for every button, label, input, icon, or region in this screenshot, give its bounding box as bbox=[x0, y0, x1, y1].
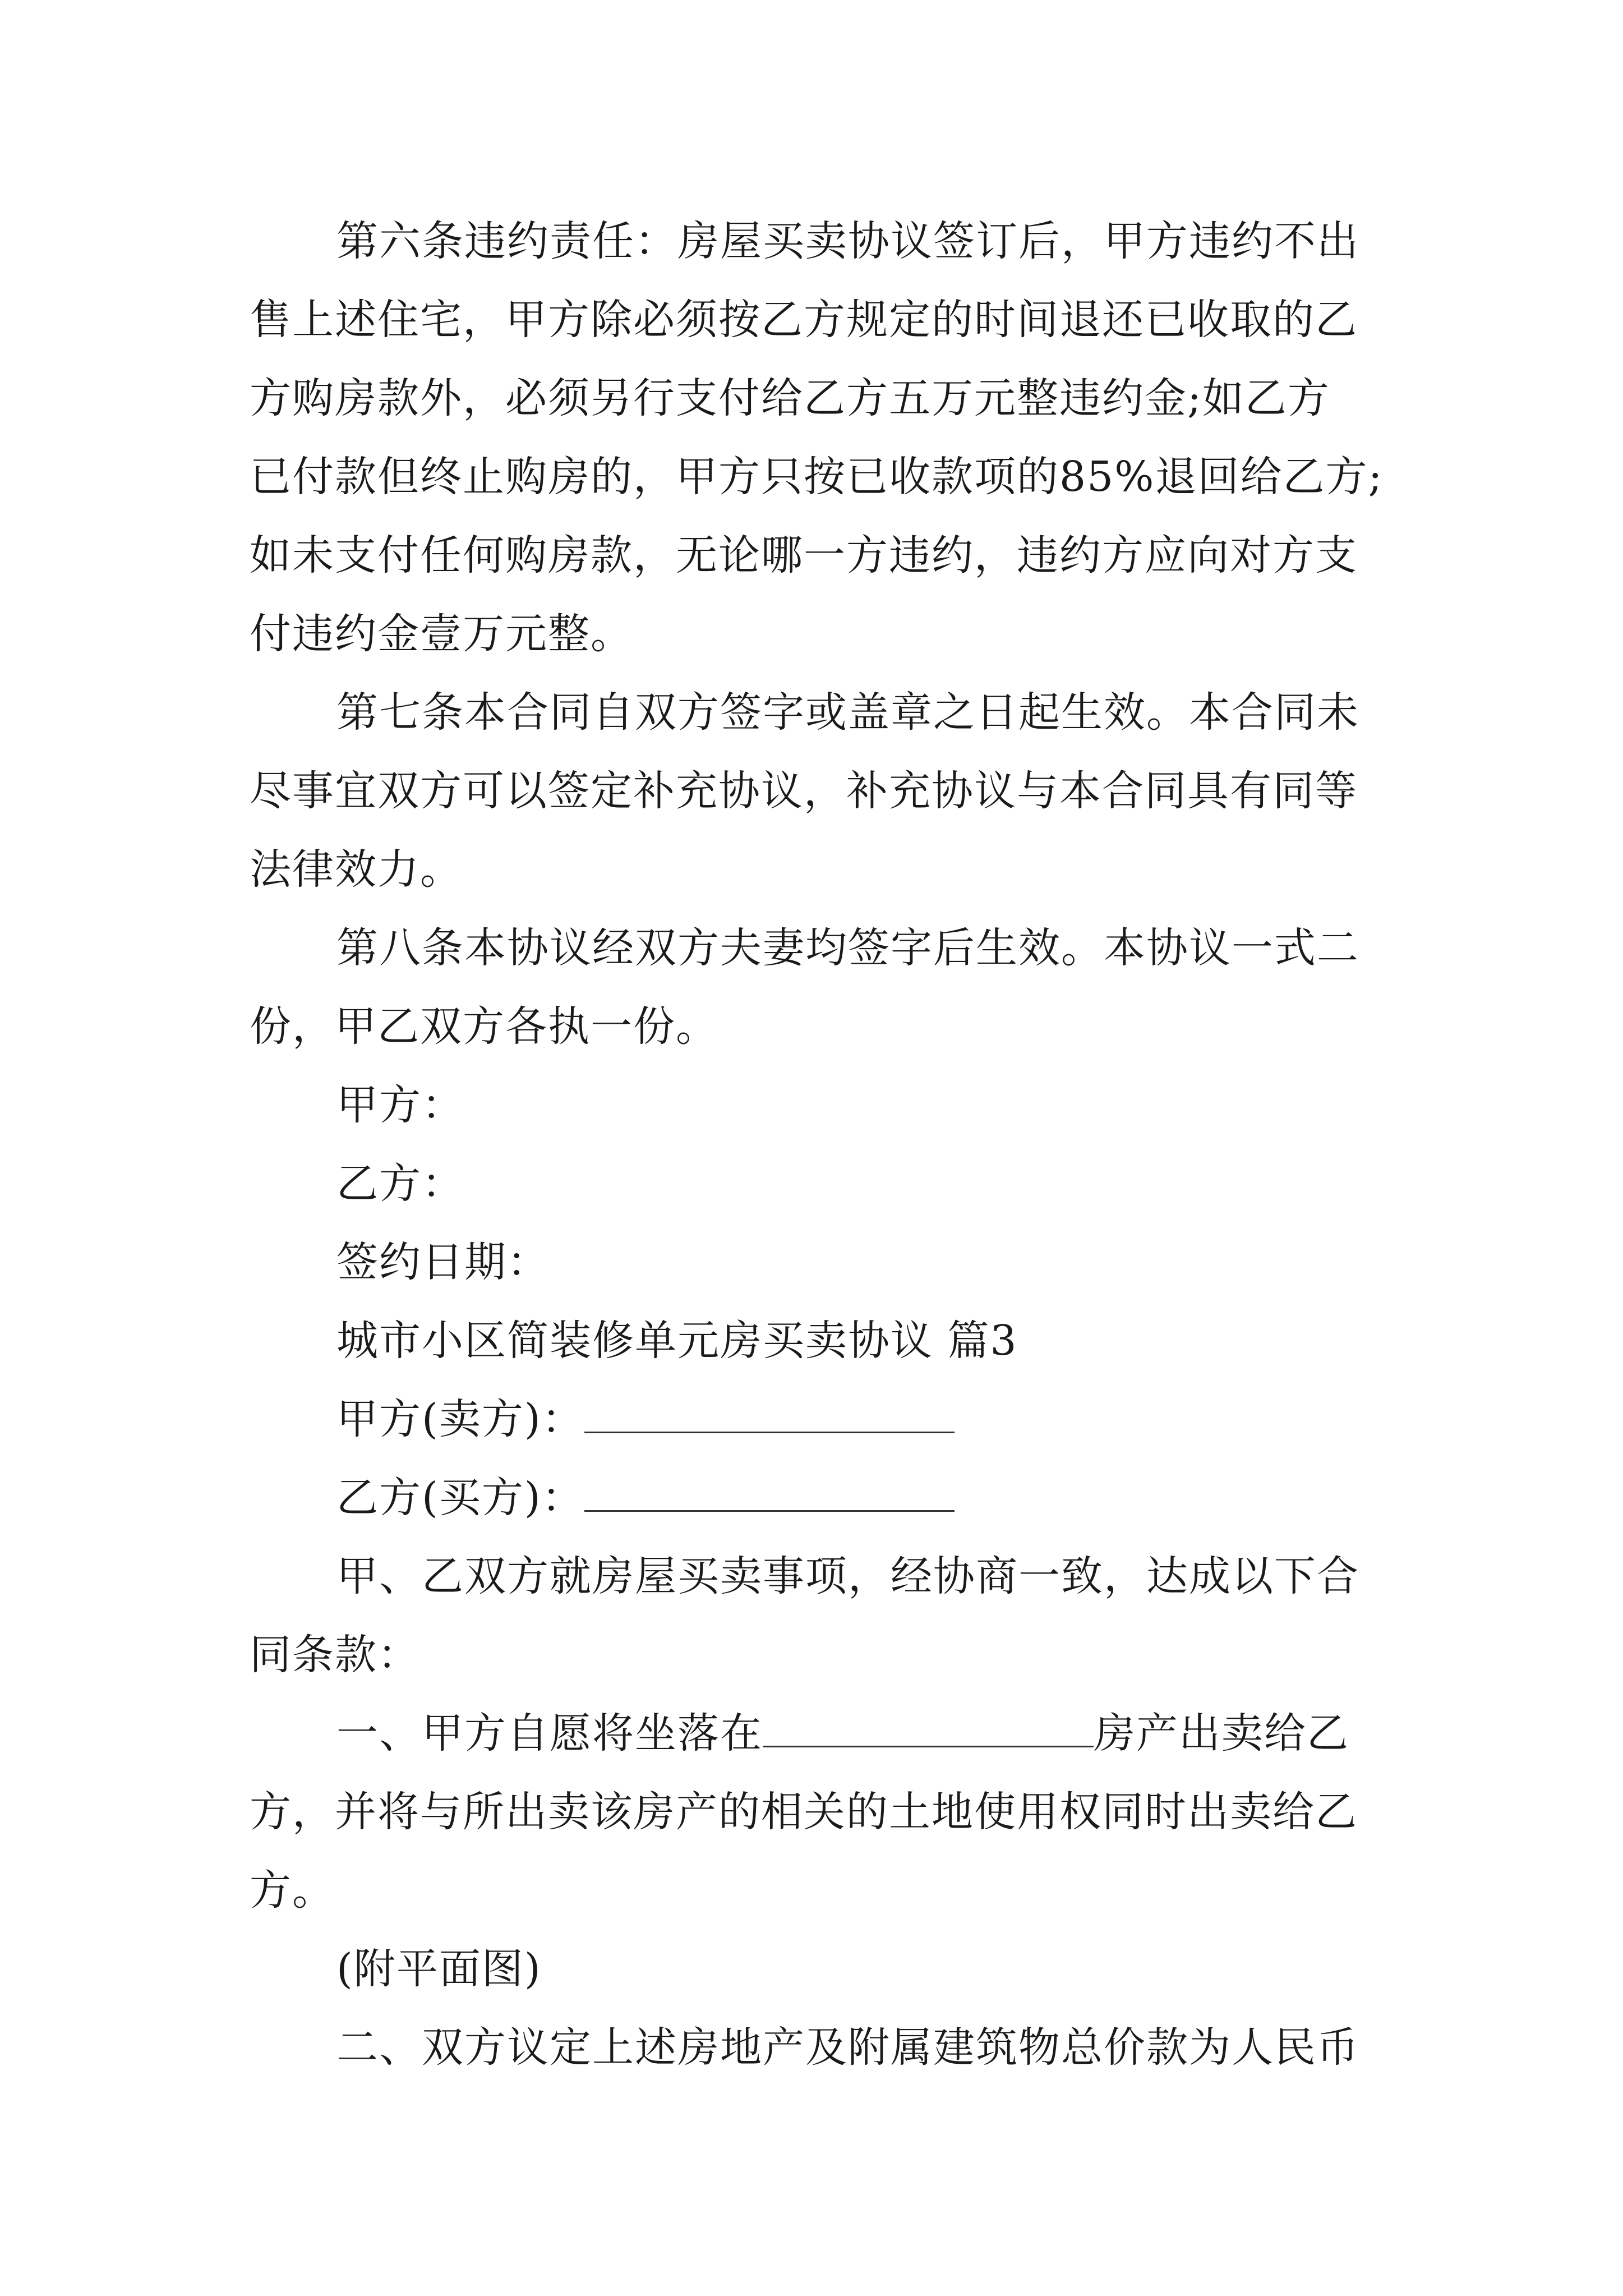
article-7-line-3: 法律效力。 bbox=[250, 845, 463, 894]
signature-party-b: 乙方： bbox=[336, 1159, 464, 1208]
seller-line bbox=[0, 1380, 1623, 1458]
signature-date: 签约日期： bbox=[336, 1238, 550, 1286]
clause-1-after-blank: 房产出卖给乙 bbox=[1094, 1709, 1349, 1757]
article-6-line-2: 售上述住宅，甲方除必须按乙方规定的时间退还已收取的乙 bbox=[250, 296, 1358, 344]
section-title: 城市小区简装修单元房买卖协议 篇3 bbox=[336, 1317, 1018, 1365]
article-8-line-1: 第八条本协议经双方夫妻均签字后生效。本协议一式二 bbox=[336, 924, 1359, 972]
seller-label: 甲方(卖方)： bbox=[336, 1395, 584, 1443]
clause-2-line-1: 二、双方议定上述房地产及附属建筑物总价款为人民币 bbox=[336, 2023, 1359, 2072]
intro-line-1: 甲、乙双方就房屋买卖事项，经协商一致，达成以下合 bbox=[336, 1552, 1359, 1600]
article-6-line-3: 方购房款外，必须另行支付给乙方五万元整违约金;如乙方 bbox=[250, 374, 1330, 422]
clause-1-line-2: 方，并将与所出卖该房产的相关的土地使用权同时出卖给乙 bbox=[250, 1788, 1358, 1836]
buyer-label: 乙方(买方)： bbox=[336, 1474, 584, 1522]
article-6-line-1: 第六条违约责任：房屋买卖协议签订后，甲方违约不出 bbox=[336, 217, 1359, 265]
buyer-name-blank bbox=[584, 1475, 955, 1512]
intro-line-2: 同条款： bbox=[250, 1631, 420, 1679]
signature-party-a: 甲方： bbox=[336, 1081, 464, 1129]
property-location-blank bbox=[763, 1711, 1094, 1747]
article-7-line-1: 第七条本合同自双方签字或盖章之日起生效。本合同未 bbox=[336, 688, 1359, 737]
article-6-line-5: 如未支付任何购房款，无论哪一方违约，违约方应向对方支 bbox=[250, 531, 1358, 579]
article-6-line-6: 付违约金壹万元整。 bbox=[250, 610, 633, 658]
floor-plan-note: (附平面图) bbox=[336, 1945, 542, 1993]
article-8-line-2: 份，甲乙双方各执一份。 bbox=[250, 1002, 718, 1051]
seller-name-blank bbox=[584, 1397, 955, 1433]
article-7-line-2: 尽事宜双方可以签定补充协议，补充协议与本合同具有同等 bbox=[250, 767, 1358, 815]
clause-1-line-3: 方。 bbox=[250, 1866, 335, 1915]
article-6-line-4: 已付款但终止购房的，甲方只按已收款项的85%退回给乙方; bbox=[250, 453, 1384, 501]
buyer-line bbox=[0, 1458, 1623, 1537]
clause-1-line-1 bbox=[0, 1694, 1623, 1773]
clause-1-before-blank: 一、甲方自愿将坐落在 bbox=[336, 1709, 763, 1757]
